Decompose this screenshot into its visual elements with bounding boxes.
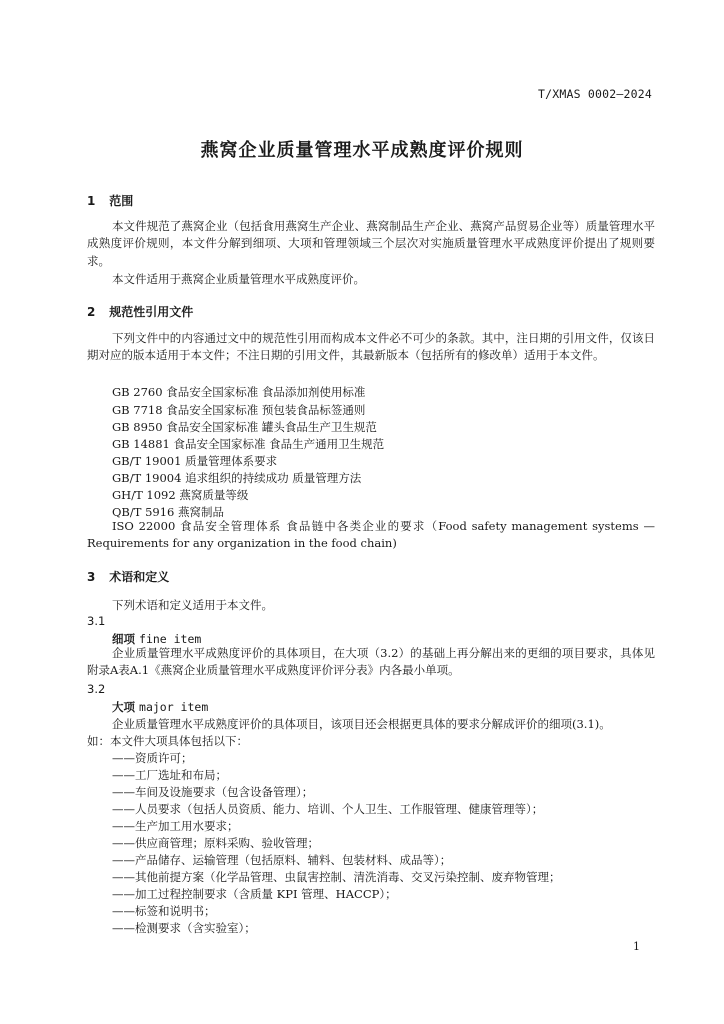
- section-number: 2: [87, 305, 96, 319]
- scope-paragraph: 本文件规范了燕窝企业（包括食用燕窝生产企业、燕窝制品生产企业、燕窝产品贸易企业等）质量管理水平成熟度评价规则，本文件分解到细项、大项和管理领域三个层次对实施质量管理水平成熟度评价提出了规则要求。: [87, 219, 655, 268]
- term-number: 3.1: [87, 614, 106, 628]
- page-number: 1: [633, 940, 640, 953]
- section-number: 1: [87, 194, 96, 208]
- reference-item: GB 2760 食品安全国家标准 食品添加剂使用标准: [112, 385, 366, 399]
- list-intro: 如：本文件大项具体包括以下：: [87, 734, 248, 748]
- section-title: 规范性引用文件: [109, 305, 194, 319]
- reference-item: QB/T 5916 燕窝制品: [112, 505, 225, 519]
- reference-item: GB 7718 食品安全国家标准 预包装食品标签通则: [112, 403, 366, 417]
- list-item: ——产品储存、运输管理（包括原料、辅料、包装材料、成品等）；: [112, 853, 452, 867]
- reference-item-iso: ISO 22000 食品安全管理体系 食品链中各类企业的要求（Food safety management systems — Requirements for any organization in the food chain): [87, 519, 655, 551]
- list-item: ——其他前提方案（化学品管理、虫鼠害控制、清洗消毒、交叉污染控制、废弃物管理；: [112, 870, 561, 884]
- term-number: 3.2: [87, 682, 106, 696]
- section-title: 范围: [109, 194, 134, 208]
- terms-intro: 下列术语和定义适用于本文件。: [112, 598, 273, 612]
- list-item: ——标签和说明书；: [112, 904, 216, 918]
- document-title: 燕窝企业质量管理水平成熟度评价规则: [200, 140, 524, 161]
- term-heading: [112, 699, 208, 715]
- term-zh: 细项: [112, 632, 135, 646]
- list-item: ——人员要求（包括人员资质、能力、培训、个人卫生、工作服管理、健康管理等）；: [112, 802, 544, 816]
- list-item: ——工厂选址和布局；: [112, 768, 227, 782]
- section-1-heading: [87, 192, 133, 209]
- reference-item: GB/T 19001 质量管理体系要求: [112, 454, 278, 468]
- list-item: ——检测要求（含实验室）；: [112, 921, 256, 935]
- reference-item: GB 8950 食品安全国家标准 罐头食品生产卫生规范: [112, 420, 377, 434]
- list-item: ——生产加工用水要求；: [112, 819, 239, 833]
- reference-item: GB 14881 食品安全国家标准 食品生产通用卫生规范: [112, 437, 385, 451]
- reference-item: GB/T 19004 追求组织的持续成功 质量管理方法: [112, 471, 362, 485]
- list-item: ——资质许可；: [112, 751, 193, 765]
- list-item: ——加工过程控制要求（含质量 KPI 管理、HACCP）；: [112, 887, 397, 901]
- list-item: ——车间及设施要求（包含设备管理）；: [112, 785, 314, 799]
- term-definition: 企业质量管理水平成熟度评价的具体项目，在大项（3.2）的基础上再分解出来的更细的项目要求，具体见附录A表A.1《燕窝企业质量管理水平成熟度评价评分表》内各最小单项。: [87, 646, 655, 678]
- scope-applicability: 本文件适用于燕窝企业质量管理水平成熟度评价。: [112, 272, 365, 286]
- term-en: major item: [139, 700, 209, 714]
- list-item: ——供应商管理；原料采购、验收管理；: [112, 836, 319, 850]
- references-intro: 下列文件中的内容通过文中的规范性引用而构成本文件必不可少的条款。其中，注日期的引用文件，仅该日期对应的版本适用于本文件；不注日期的引用文件，其最新版本（包括所有的修改单）适用于本文件。: [87, 331, 655, 363]
- section-title: 术语和定义: [109, 570, 170, 584]
- section-number: 3: [87, 570, 96, 584]
- term-definition: 企业质量管理水平成熟度评价的具体项目，该项目还会根据更具体的要求分解成评价的细项(3.1)。: [112, 717, 611, 731]
- section-3-heading: [87, 568, 169, 585]
- section-2-heading: [87, 303, 193, 320]
- standard-number: T/XMAS 0002—2024: [538, 87, 652, 101]
- term-zh: 大项: [112, 700, 135, 714]
- term-en: fine item: [139, 632, 202, 646]
- reference-item: GH/T 1092 燕窝质量等级: [112, 488, 249, 502]
